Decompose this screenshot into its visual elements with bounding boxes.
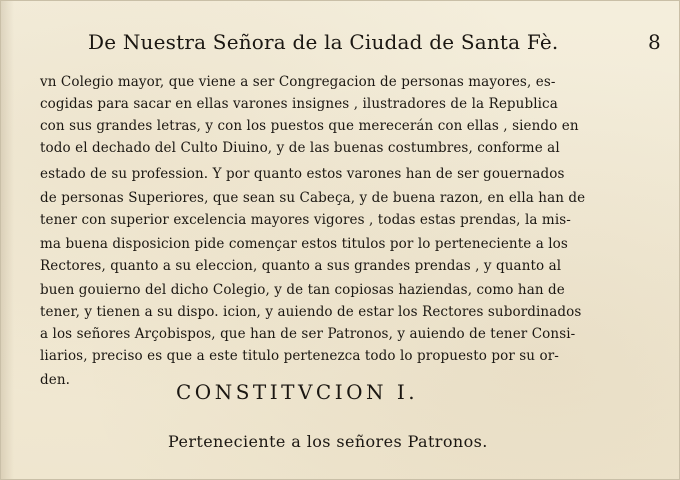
body-line: a los señores Arçobispos, que han de ser Patronos, y auiendo de tener Consi- — [40, 326, 576, 342]
running-title: De Nuestra Señora de la Ciudad de Santa Fè. — [88, 30, 559, 54]
body-line: tener con superior excelencia mayores vigores , todas estas prendas, la mis- — [40, 212, 571, 228]
body-line: ma buena disposicion pide començar estos titulos por lo perteneciente a los — [40, 236, 568, 252]
body-line: den. — [40, 372, 71, 388]
section-heading: CONSTITVCION I. — [176, 380, 419, 404]
body-line: liarios, preciso es que a este titulo pertenezca todo lo propuesto por su or- — [40, 348, 559, 364]
body-line: vn Colegio mayor, que viene a ser Congregacion de personas mayores, es- — [40, 74, 556, 90]
body-line: todo el dechado del Culto Diuino, y de las buenas costumbres, conforme al — [40, 140, 560, 156]
body-line: Rectores, quanto a su eleccion, quanto a sus grandes prendas , y quanto al — [40, 258, 562, 274]
section-subheading: Perteneciente a los señores Patronos. — [168, 432, 488, 451]
body-line: de personas Superiores, que sean su Cabeça, y de buena razon, en ella han de — [40, 190, 586, 206]
body-line: buen gouierno del dicho Colegio, y de tan copiosas haziendas, como han de — [40, 282, 565, 298]
page-number: 8 — [648, 30, 661, 54]
body-line: con sus grandes letras, y con los puestos que merecerán con ellas , siendo en — [40, 118, 579, 134]
body-line: cogidas para sacar en ellas varones insignes , ilustradores de la Republica — [40, 96, 558, 112]
body-line: estado de su profession. Y por quanto estos varones han de ser gouernados — [40, 166, 565, 182]
body-line: tener, y tienen a su dispo. icion, y auiendo de estar los Rectores subordinados — [40, 304, 582, 320]
